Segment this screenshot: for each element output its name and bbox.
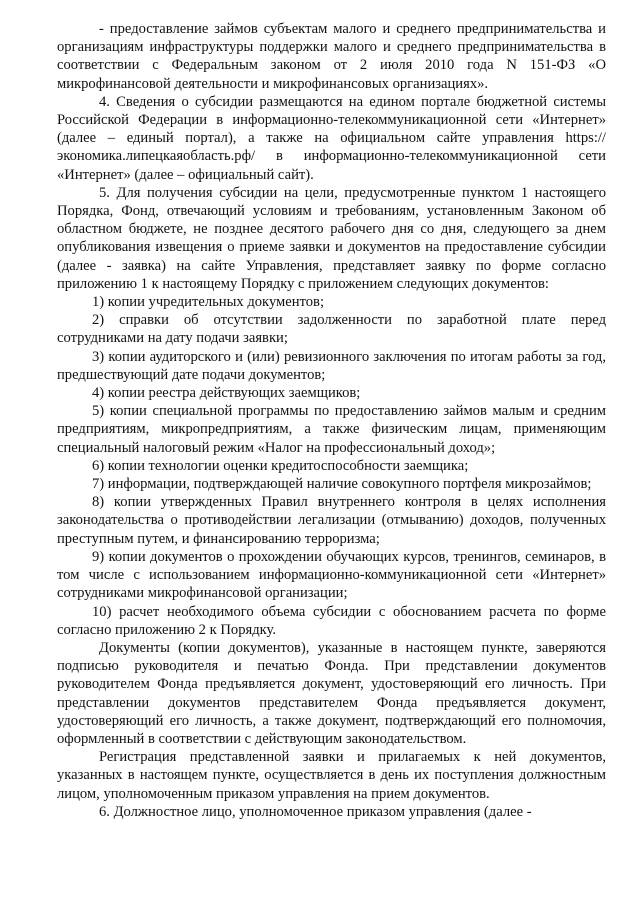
list-item-7: 7) информации, подтверждающей наличие совокупного портфеля микрозаймов;	[92, 476, 592, 493]
list-item-9: 9) копии документов о прохождении обучающих курсов, тренингов, семинаров, в том числе с использованием информационно-коммуникационной сети «Интернет» сотрудниками микрофинансовой организации;	[57, 548, 606, 602]
list-item-4: 4) копии реестра действующих заемщиков;	[92, 385, 361, 402]
list-item-10: 10) расчет необходимого объема субсидии с обоснованием расчета по форме согласно приложению 2 к Порядку.	[57, 603, 606, 638]
list-item-2: 2) справки об отсутствии задолженности по заработной плате перед сотрудниками на дату подачи заявки;	[57, 312, 606, 347]
list-item-8: 8) копии утвержденных Правил внутреннего контроля в целях исполнения законодательства о противодействии легализации (отмыванию) доходов, полученных преступным путем, и финансированию терроризма;	[57, 494, 606, 547]
paragraph-documents: Документы (копии документов), указанные в настоящем пункте, заверяются подписью руководителя и печатью Фонда. При представлении документов руководителем Фонда предъявляется документ, удостоверяющий его личность. При представлении документов представителем Фонда предъявляется документ, удостоверяющий его личность, а также документ, подтверждающий его полномочия, оформленный в соответствии с действующим законодательством.	[57, 639, 606, 747]
paragraph-1: - предоставление займов субъектам малого и среднего предпринимательства и организациям инфраструктуры поддержки малого и среднего предпринимательства в соответствии с Федеральным законом от 2 июля 2010 года N 151-ФЗ «О микрофинансовой деятельности и микрофинансовых организациях».	[57, 21, 606, 92]
list-item-5: 5) копии специальной программы по предоставлению займов малым и средним предприятиям, микропредприятиям, а также физическим лицам, применяющим специальный налоговый режим «Налог на профессиональный доход»;	[57, 403, 606, 456]
paragraph-3: 5. Для получения субсидии на цели, предусмотренные пунктом 1 настоящего Порядка, Фонд, отвечающий условиям и требованиям, установленным Законом об областном бюджете, не позднее десятого рабочего дня со дня, следующего за днем опубликования извещения о приеме заявки и документов на предоставление субсидии (далее - заявка) на сайте Управления, представляет заявку по форме согласно приложению 1 к настоящему Порядку с приложением следующих документов:	[57, 184, 606, 292]
list-item-3: 3) копии аудиторского и (или) ревизионного заключения по итогам работы за год, предшествующий дате подачи документов;	[57, 348, 606, 383]
paragraph-registration: Регистрация представленной заявки и прилагаемых к ней документов, указанных в настоящем пункте, осуществляется в день их поступления должностным лицом, уполномоченным приказом управления на прием документов.	[57, 749, 606, 802]
paragraph-6: 6. Должностное лицо, уполномоченное приказом управления (далее -	[99, 803, 532, 820]
list-item-6: 6) копии технологии оценки кредитоспособности заемщика;	[92, 457, 469, 474]
list-item-1: 1) копии учредительных документов;	[92, 294, 324, 311]
paragraph-2: 4. Сведения о субсидии размещаются на едином портале бюджетной системы Российской Федерации в информационно-телекоммуникационной сети «Интернет» (далее – единый портал), а также на официальном сайте управления https://экономика.липецкаяобласть.рф/ в информационно-телекоммуникационной сети «Интернет» (далее – официальный сайт).	[57, 93, 606, 183]
